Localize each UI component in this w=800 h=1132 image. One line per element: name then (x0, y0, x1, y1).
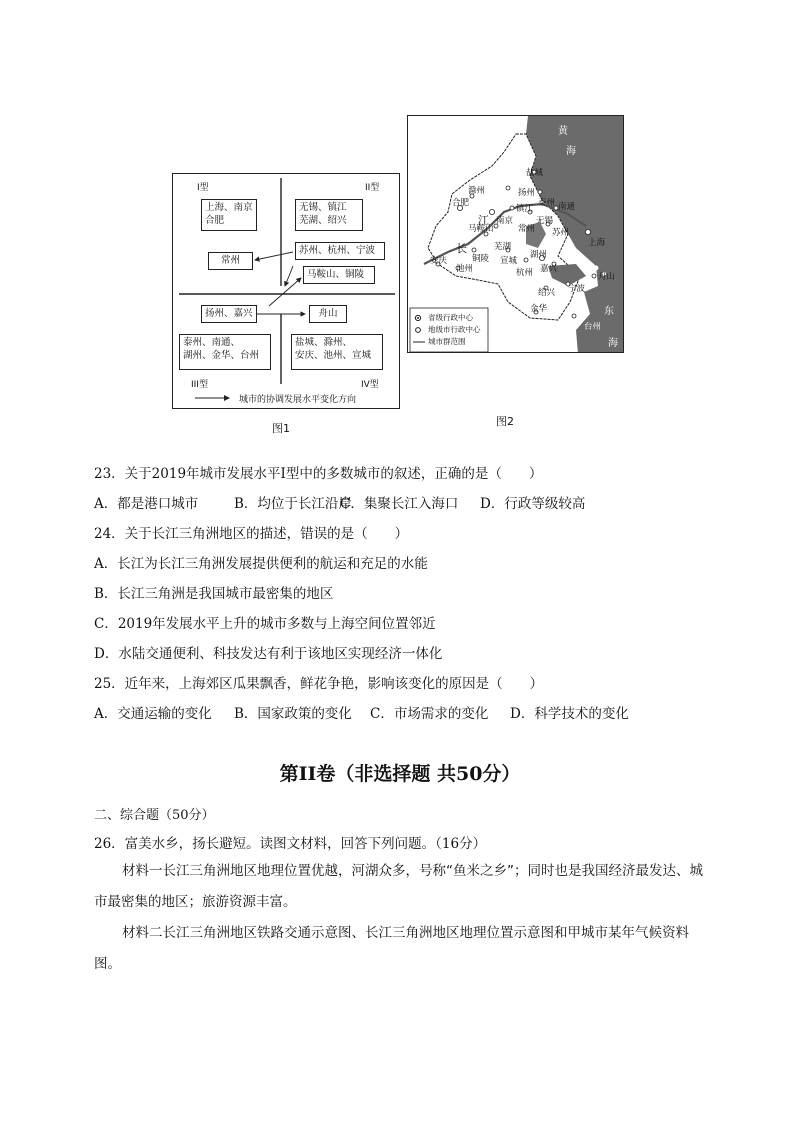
city-ningbo: 宁波 (568, 284, 586, 294)
sea-label-hai1: 海 (566, 146, 576, 157)
type1-cities-box: 上海、南京 合肥 (201, 199, 257, 231)
city-changzhou: 常州 (518, 224, 536, 234)
changzhou-box: 常州 (208, 252, 253, 270)
figure1-legend: 城市的协调发展水平变化方向 (239, 395, 357, 405)
city-hangzhou: 杭州 (516, 268, 534, 278)
city-anqing: 安庆 (430, 256, 448, 266)
city-chuzhou: 滁州 (468, 186, 486, 196)
city-maanshan: 马鞍山 (468, 224, 494, 234)
city-nantong: 南通 (558, 202, 576, 212)
figure1-diagram (172, 173, 400, 409)
city-wuxi: 无锡 (536, 216, 554, 226)
question-26: 26．富美水乡，扬长避短。读图文材料，回答下列问题。（16分） (94, 836, 487, 852)
question-23: 23．关于2019年城市发展水平Ⅰ型中的多数城市的叙述，正确的是（ ） (94, 466, 543, 482)
q25-option-b: B．国家政策的变化 (234, 706, 352, 722)
legend-provincial-center: 省级行政中心 (428, 313, 473, 322)
city-hefei: 合肥 (452, 198, 470, 208)
question-24: 24．关于长江三角洲地区的描述，错误的是（ ） (94, 526, 409, 542)
sea-label-dong: 东 (604, 306, 614, 317)
city-zhoushan: 舟山 (598, 272, 616, 282)
type2-cities-box: 无锡、镇江 芜湖、绍兴 (295, 199, 363, 231)
city-jiaxing: 嘉兴 (540, 264, 558, 274)
city-shaoxing: 绍兴 (538, 288, 556, 298)
maanshan-group-box: 马鞍山、铜陵 (303, 266, 375, 284)
q23-option-a: A．都是港口城市 (94, 496, 199, 512)
yangzhou-group-box: 扬州、嘉兴 (201, 305, 257, 323)
type4-label: IV型 (361, 380, 379, 390)
question-23-options (94, 492, 585, 512)
section-heading: 二、综合题（50分） (94, 808, 215, 823)
city-chizhou: 池州 (456, 264, 474, 274)
river-label-jiang: 江 (478, 214, 489, 227)
type4-cities-box: 盐城、滁州、 安庆、池州、宣城 (291, 334, 383, 370)
city-taizhou-js: 泰州 (538, 198, 556, 208)
q23-option-c: C．集聚长江入海口 (340, 496, 459, 512)
type3-cities-box: 泰州、南通、 湖州、金华、台州 (179, 334, 271, 370)
sea-label-huang: 黄 (558, 126, 568, 137)
material-1: 材料一长江三角洲地区地理位置优越，河湖众多，号称“鱼米之乡”；同时也是我国经济最发达、城市最密集的地区；旅游资源丰富。 (94, 863, 703, 910)
suzhou-group-box: 苏州、杭州、宁波 (295, 242, 385, 260)
q25-option-c: C．市场需求的变化 (370, 706, 489, 722)
q24-option-c: C．2019年发展水平上升的城市多数与上海空间位置邻近 (94, 616, 436, 632)
city-huzhou: 湖州 (530, 250, 548, 260)
q25-option-a: A．交通运输的变化 (94, 706, 212, 722)
city-jinhua: 金华 (530, 304, 548, 314)
city-nanjing: 南京 (496, 216, 514, 226)
figure1-caption: 图1 (272, 422, 290, 435)
legend-region-boundary: 城市群范围 (428, 337, 466, 346)
q23-option-d: D．行政等级较高 (480, 496, 586, 512)
material-2: 材料二长江三角洲地区铁路交通示意图、长江三角洲地区地理位置示意图和甲城市某年气候资料图。 (94, 925, 689, 972)
city-tongling: 铜陵 (472, 254, 490, 264)
city-suzhou: 苏州 (552, 228, 570, 238)
type3-label: III型 (191, 380, 208, 390)
question-25-options (94, 702, 629, 722)
figure2-caption: 图2 (496, 415, 514, 428)
q24-option-a: A．长江为长江三角洲发展提供便利的航运和充足的水能 (94, 556, 428, 572)
type2-label: II型 (365, 183, 380, 193)
city-shanghai: 上海 (588, 238, 606, 248)
zhoushan-box: 舟山 (309, 305, 347, 323)
legend-prefecture-center: 地级市行政中心 (428, 325, 481, 334)
section-title: 第II卷（非选择题 共50分） (279, 763, 521, 785)
river-label-chang: 长 (456, 242, 467, 255)
question-25: 25．近年来，上海郊区瓜果飘香，鲜花争艳，影响该变化的原因是（ ） (94, 676, 544, 692)
city-yancheng: 盐城 (526, 168, 544, 178)
city-yangzhou: 扬州 (518, 188, 536, 198)
city-xuancheng: 宣城 (500, 256, 518, 266)
sea-label-hai2: 海 (608, 338, 618, 349)
type1-label: I型 (197, 183, 209, 193)
q25-option-d: D．科学技术的变化 (510, 706, 629, 722)
q24-option-b: B．长江三角洲是我国城市最密集的地区 (94, 586, 334, 602)
q23-option-b: B．均位于长江沿岸 (234, 496, 352, 512)
figure2-map (407, 115, 624, 353)
city-taizhou-zj: 台州 (584, 322, 602, 332)
q24-option-d: D．水陆交通便利、科技发达有利于该地区实现经济一体化 (94, 646, 443, 662)
city-zhenjiang: 镇江 (516, 204, 534, 214)
city-wuhu: 芜湖 (494, 242, 512, 252)
